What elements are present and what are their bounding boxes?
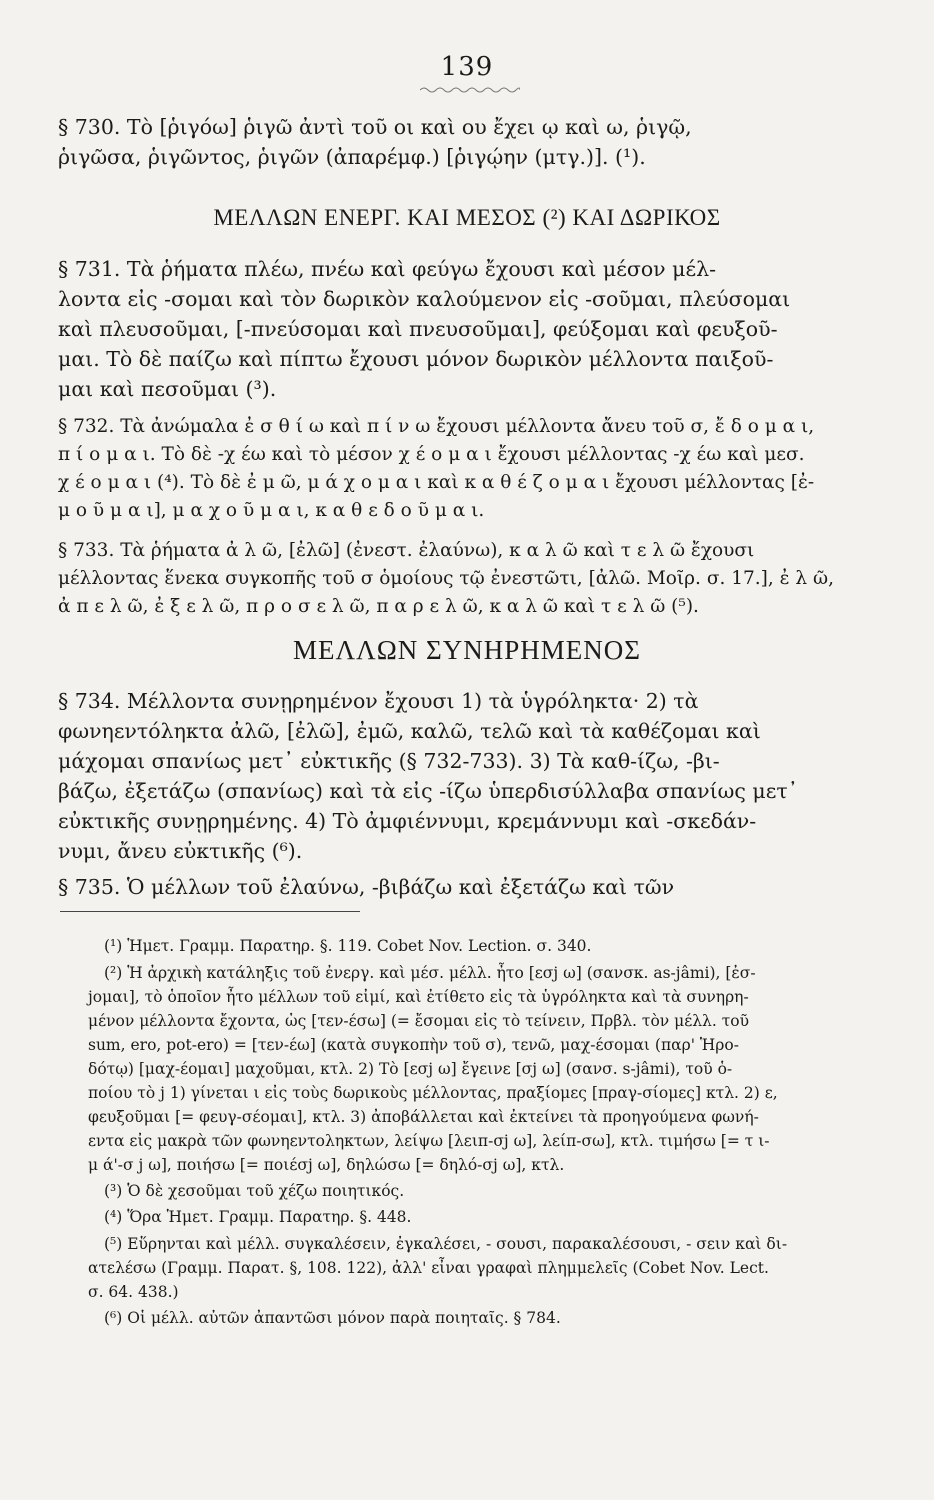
footnote-separator — [60, 911, 360, 912]
paragraph-734-line: βάζω, ἐξετάζω (σπανίως) καὶ τὰ εἰς -ίζω ὑπερδισύλλαβα σπανίως μετ᾽ — [58, 779, 798, 803]
paragraph-731-line: λοντα εἰς -σομαι καὶ τὸν δωρικὸν καλούμενον εἰς -σοῦμαι, πλεύσομαι — [58, 287, 791, 311]
paragraph-732-line: § 732. Τὰ ἀνώμαλα ἐ σ θ ί ω καὶ π ί ν ω ἔχουσι μέλλοντα ἄνευ τοῦ σ, ἔ δ ο μ α ι, — [58, 416, 815, 437]
footnote-2-line: ποίου τὸ j 1) γίνεται ι εἰς τοὺς δωρικοὺς μέλλοντας, πραξίομες [πραγ-σίομες] κτλ. 2) ε, — [88, 1084, 778, 1102]
paragraph-732-line: μ ο ῦ μ α ι], μ α χ ο ῦ μ α ι, κ α θ ε δ ο ῦ μ α ι. — [58, 500, 485, 521]
footnote-4: (⁴) Ὅρα Ἡμετ. Γραμμ. Παρατηρ. §. 448. — [104, 1208, 412, 1226]
paragraph-731-line: § 731. Τὰ ῥήματα πλέω, πνέω καὶ φεύγω ἔχουσι καὶ μέσον μέλ- — [58, 257, 717, 281]
footnote-6: (⁶) Οἱ μέλλ. αὐτῶν ἀπαντῶσι μόνον παρὰ ποιηταῖς. § 784. — [104, 1309, 561, 1327]
paragraph-734-line: νυμι, ἄνευ εὐκτικῆς (⁶). — [58, 839, 303, 863]
section-heading: ΜΕΛΛΩΝ ΕΝΕΡΓ. ΚΑΙ ΜΕΣΟΣ (²) ΚΑΙ ΔΩΡΙΚΟΣ — [213, 205, 721, 230]
paragraph-734-line: μάχομαι σπανίως μετ᾽ εὐκτικῆς (§ 732-733). 3) Τὰ καθ-ίζω, -βι- — [58, 749, 720, 773]
footnote-3: (³) Ὁ δὲ χεσοῦμαι τοῦ χέζω ποιητικός. — [104, 1182, 405, 1200]
paragraph-731-line: μαι. Τὸ δὲ παίζω καὶ πίπτω ἔχουσι μόνον δωρικὸν μέλλοντα παιξοῦ- — [58, 347, 774, 371]
footnote-2-line: (²) Ἡ ἀρχικὴ κατάληξις τοῦ ἐνεργ. καὶ μέσ. μέλλ. ἦτο [εσj ω] (σανσκ. as-jâmi), [ἐσ- — [104, 964, 756, 982]
paragraph-732-line: χ έ ο μ α ι (⁴). Τὸ δὲ ἐ μ ῶ, μ ά χ ο μ α ι καὶ κ α θ έ ζ ο μ α ι ἔχουσι μέλλοντας [ἐ- — [58, 472, 815, 493]
paragraph-733-line: ἀ π ε λ ῶ, ἐ ξ ε λ ῶ, π ρ ο σ ε λ ῶ, π α ρ ε λ ῶ, κ α λ ῶ καὶ τ ε λ ῶ (⁵). — [58, 596, 699, 617]
footnote-2-line: sum, ero, pot-ero) = [τεν-έω] (κατὰ συγκοπὴν τοῦ σ), τενῶ, μαχ-έσομαι (παρ' Ἡρο- — [88, 1036, 739, 1054]
paragraph-735-line: § 735. Ὁ μέλλων τοῦ ἐλαύνω, -βιβάζω καὶ ἐξετάζω καὶ τῶν — [58, 875, 675, 899]
paragraph-731-line: καὶ πλευσοῦμαι, [-πνεύσομαι καὶ πνευσοῦμαι], φεύξομαι καὶ φευξοῦ- — [58, 317, 778, 341]
paragraph-733-line: § 733. Τὰ ῥήματα ἀ λ ῶ, [ἐλῶ] (ἐνεστ. ἐλαύνω), κ α λ ῶ καὶ τ ε λ ῶ ἔχουσι — [58, 540, 755, 561]
paragraph-734-line: § 734. Μέλλοντα συνῃρημένον ἔχουσι 1) τὰ ὑγρόληκτα· 2) τὰ — [58, 689, 699, 713]
section-heading: ΜΕΛΛΩΝ ΣΥΝΗΡΗΜΕΝΟΣ — [293, 635, 641, 665]
paragraph-731-line: μαι καὶ πεσοῦμαι (³). — [58, 377, 277, 401]
paragraph-730-line: ῥιγῶσα, ῥιγῶντος, ῥιγῶν (ἀπαρέμφ.) [ῥιγῴην (μτγ.)]. (¹). — [58, 145, 646, 169]
footnote-5-line: σ. 64. 438.) — [88, 1283, 179, 1301]
footnote-1: (¹) Ἡμετ. Γραμμ. Παρατηρ. §. 119. Cobet Nov. Lection. σ. 340. — [104, 937, 592, 955]
footnote-5-line: (⁵) Εὕρηνται καὶ μέλλ. συγκαλέσειν, ἐγκαλέσει, - σουσι, παρακαλέσουσι, - σειν καὶ δι- — [104, 1235, 788, 1253]
wavy-rule-ornament — [420, 86, 520, 94]
paragraph-732-line: π ί ο μ α ι. Τὸ δὲ -χ έω καὶ τὸ μέσον χ έ ο μ α ι ἔχουσι μέλλοντας -χ έω καὶ μεσ. — [58, 444, 805, 465]
footnote-2-line: εντα εἰς μακρὰ τῶν φωνηεντοληκτων, λείψω [λειπ-σj ω], λείπ-σω], κτλ. τιμήσω [= τ ι- — [88, 1132, 770, 1150]
paragraph-734-line: φωνηεντόληκτα ἀλῶ, [ἐλῶ], ἐμῶ, καλῶ, τελῶ καὶ τὰ καθέζομαι καὶ — [58, 719, 761, 743]
footnote-2-line: μένον μέλλοντα ἔχοντα, ὡς [τεν-έσω] (= ἔσομαι εἰς τὸ τείνειν, Πρβλ. τὸν μέλλ. τοῦ — [88, 1012, 750, 1030]
footnote-5-line: ατελέσω (Γραμμ. Παρατ. §, 108. 122), ἀλλ' εἶναι γραφαὶ πλημμελεῖς (Cobet Nov. Lect. — [88, 1259, 769, 1277]
paragraph-734-line: εὐκτικῆς συνῃρημένης. 4) Τὸ ἀμφιέννυμι, κρεμάννυμι καὶ -σκεδάν- — [58, 809, 757, 833]
paragraph-730-line: § 730. Τὸ [ῥιγόω] ῥιγῶ ἀντὶ τοῦ οι καὶ ου ἔχει ῳ καὶ ω, ῥιγῷ, — [58, 115, 692, 139]
paragraph-733-line: μέλλοντας ἕνεκα συγκοπῆς τοῦ σ ὁμοίους τῷ ἐνεστῶτι, [ἀλῶ. Μοῖρ. σ. 17.], ἐ λ ῶ, — [58, 568, 834, 589]
footnote-2-line: δότῳ) [μαχ-έομαι] μαχοῦμαι, κτλ. 2) Τὸ [εσj ω] ἔγεινε [σj ω] (σανσ. s-jâmi), τοῦ ὁ- — [88, 1060, 733, 1078]
footnote-2-line: μ ά'-σ j ω], ποιήσω [= ποιέσj ω], δηλώσω [= δηλό-σj ω], κτλ. — [88, 1156, 565, 1174]
footnote-2-line: φευξοῦμαι [= φευγ-σέομαι], κτλ. 3) ἀποβάλλεται καὶ ἐκτείνει τὰ προηγούμενα φωνή- — [88, 1108, 759, 1126]
page-number: 139 — [440, 52, 494, 82]
footnote-2-line: jομαι], τὸ ὁποῖον ἦτο μέλλων τοῦ εἰμί, καὶ ἐτίθετο εἰς τὰ ὑγρόληκτα καὶ τὰ συνηρη- — [88, 988, 749, 1006]
